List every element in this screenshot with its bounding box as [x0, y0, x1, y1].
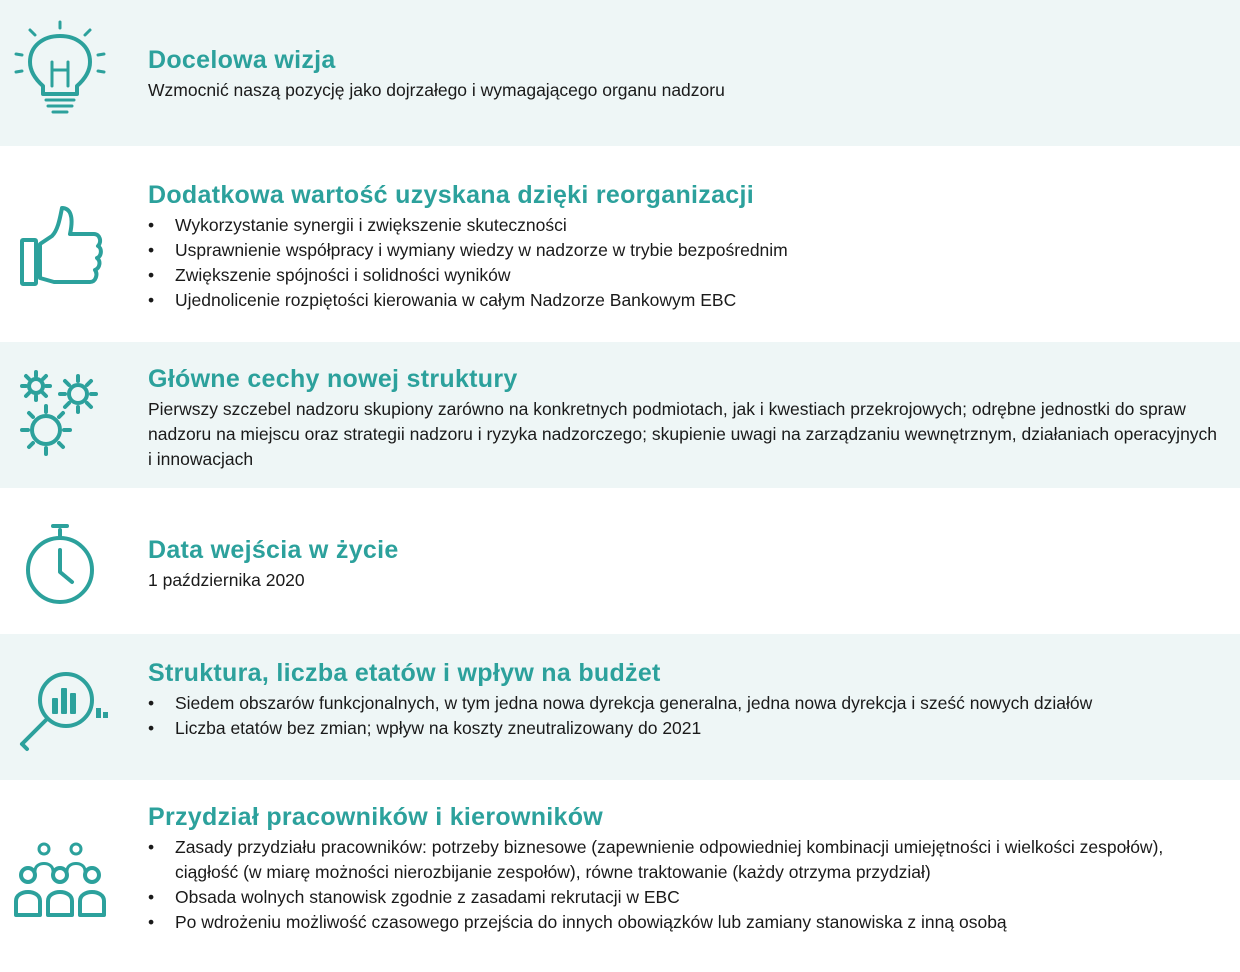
section-title: Struktura, liczba etatów i wpływ na budżet [148, 659, 661, 687]
section-title: Data wejścia w życie [148, 536, 399, 564]
list-item: • Obsada wolnych stanowisk zgodnie z zasadami rekrutacji w EBC [148, 885, 1222, 910]
section-title: Dodatkowa wartość uzyskana dzięki reorganizacji [148, 181, 754, 209]
list-item: • Siedem obszarów funkcjonalnych, w tym jedna nowa dyrekcja generalna, jedna nowa dyrekcja i sześć nowych działów [148, 691, 1222, 716]
section-added-value [0, 146, 1240, 342]
lightbulb-icon [10, 20, 110, 120]
section-effective-date [0, 488, 1240, 634]
bullet-list [148, 835, 1222, 935]
bullet-marker: • [148, 240, 155, 260]
list-item: • Usprawnienie współpracy i wymiany wiedzy w nadzorze w trybie bezpośrednim [148, 238, 1222, 263]
section-structure-budget [0, 634, 1240, 780]
bullet-marker: • [148, 887, 155, 907]
list-item: • Liczba etatów bez zmian; wpływ na koszty zneutralizowany do 2021 [148, 716, 1222, 741]
bullet-list [148, 691, 1222, 741]
list-item: • Wykorzystanie synergii i zwiększenie skuteczności [148, 213, 1222, 238]
stopwatch-icon [10, 516, 110, 616]
list-item: • Zasady przydziału pracowników: potrzeby biznesowe (zapewnienie odpowiedniej kombinacji umiejętności i wielkości zespołów), ciągłość (w miarę możności nierozbijanie zespołów), równe traktowanie (każdy otrzyma przydział) [148, 837, 1164, 882]
magnifier-chart-icon [10, 660, 110, 760]
section-target-vision [0, 0, 1240, 146]
list-item: • Ujednolicenie rozpiętości kierowania w całym Nadzorze Bankowym EBC [148, 288, 1222, 313]
section-staff-allocation [0, 780, 1240, 972]
thumbs-up-icon [10, 196, 110, 296]
bullet-marker: • [148, 718, 155, 738]
bullet-marker: • [148, 265, 155, 285]
list-item: • Zwiększenie spójności i solidności wyników [148, 263, 1222, 288]
people-group-icon [10, 835, 110, 935]
section-title: Główne cechy nowej struktury [148, 365, 518, 393]
section-main-features [0, 342, 1240, 488]
bullet-marker: • [148, 215, 155, 235]
section-text: 1 października 2020 [148, 570, 305, 590]
section-text: Pierwszy szczebel nadzoru skupiony zarówno na konkretnych podmiotach, jak i kwestiach przekrojowych; odrębne jednostki do spraw nadzoru na miejscu oraz strategii nadzoru i ryzyka nadzorczego; skupienie uwagi na zarządzaniu wewnętrznym, działaniach operacyjnych i innowacjach [148, 399, 1218, 469]
section-title: Przydział pracowników i kierowników [148, 803, 604, 831]
list-item: • Po wdrożeniu możliwość czasowego przejścia do innych obowiązków lub zamiany stanowiska z inną osobą [148, 910, 1222, 935]
section-title: Docelowa wizja [148, 46, 336, 74]
section-text: Wzmocnić naszą pozycję jako dojrzałego i wymagającego organu nadzoru [148, 80, 725, 100]
bullet-marker: • [148, 290, 155, 310]
bullet-marker: • [148, 693, 155, 713]
bullet-marker: • [148, 912, 155, 932]
bullet-list [148, 213, 1222, 313]
gears-icon [10, 364, 110, 464]
bullet-marker: • [148, 837, 155, 857]
